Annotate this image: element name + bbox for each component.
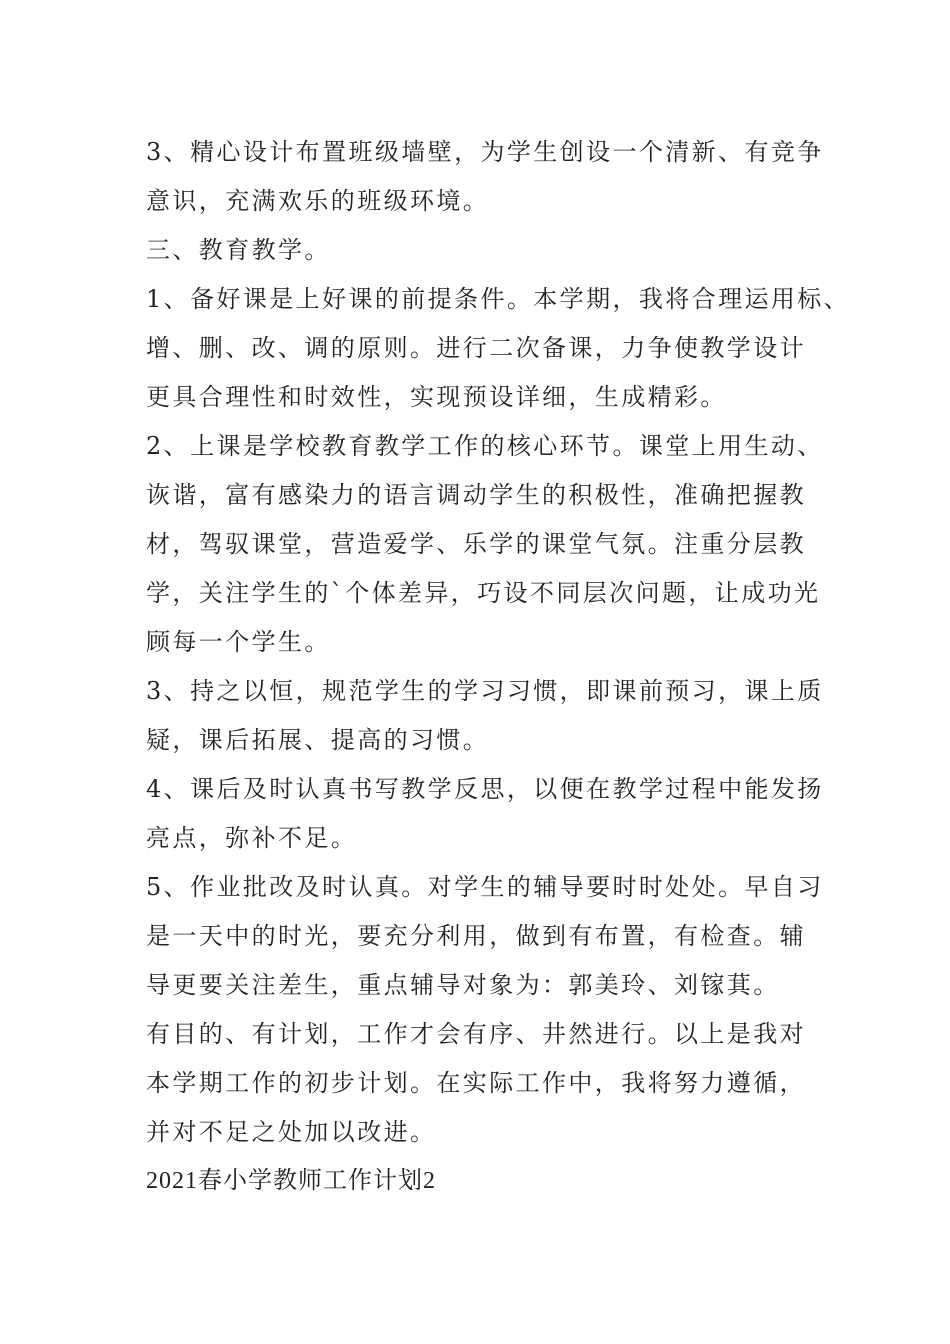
text-line: 3、持之以恒，规范学生的学习习惯，即课前预习，课上质 <box>146 677 824 705</box>
text-line: 1、备好课是上好课的前提条件。本学期，我将合理运用标、 <box>146 285 851 313</box>
text-line: 亮点，弥补不足。 <box>146 824 358 852</box>
text-line: 更具合理性和时效性，实现预设详细，生成精彩。 <box>146 383 727 411</box>
text-line: 是一天中的时光，要充分利用，做到有布置，有检查。辅 <box>146 922 806 950</box>
text-line: 2、上课是学校教育教学工作的核心环节。课堂上用生动、 <box>146 432 824 460</box>
text-line: 有目的、有计划，工作才会有序、井然进行。以上是我对 <box>146 1020 806 1048</box>
text-line: 增、删、改、调的原则。进行二次备课，力争使教学设计 <box>146 334 806 362</box>
section-heading: 三、教育教学。 <box>146 236 331 264</box>
document-body <box>146 128 851 1206</box>
text-line: 导更要关注差生，重点辅导对象为：郭美玲、刘镓萁。 <box>146 971 780 999</box>
text-line: 疑，课后拓展、提高的习惯。 <box>146 726 490 754</box>
text-line: 5、作业批改及时认真。对学生的辅导要时时处处。早自习 <box>146 873 824 901</box>
text-line: 材，驾驭课堂，营造爱学、乐学的课堂气氛。注重分层教 <box>146 530 806 558</box>
text-line: 4、课后及时认真书写教学反思，以便在教学过程中能发扬 <box>146 775 824 803</box>
text-line: 学，关注学生的`个体差异，巧设不同层次问题，让成功光 <box>146 579 821 607</box>
text-line: 顾每一个学生。 <box>146 628 331 656</box>
text-line: 诙谐，富有感染力的语言调动学生的积极性，准确把握教 <box>146 481 806 509</box>
text-line: 并对不足之处加以改进。 <box>146 1118 437 1146</box>
text-line: 本学期工作的初步计划。在实际工作中，我将努力遵循， <box>146 1069 806 1097</box>
document-subtitle: 2021春小学教师工作计划2 <box>146 1168 436 1194</box>
text-line: 3、精心设计布置班级墙壁，为学生创设一个清新、有竞争 <box>146 138 824 166</box>
text-line: 意识，充满欢乐的班级环境。 <box>146 187 490 215</box>
